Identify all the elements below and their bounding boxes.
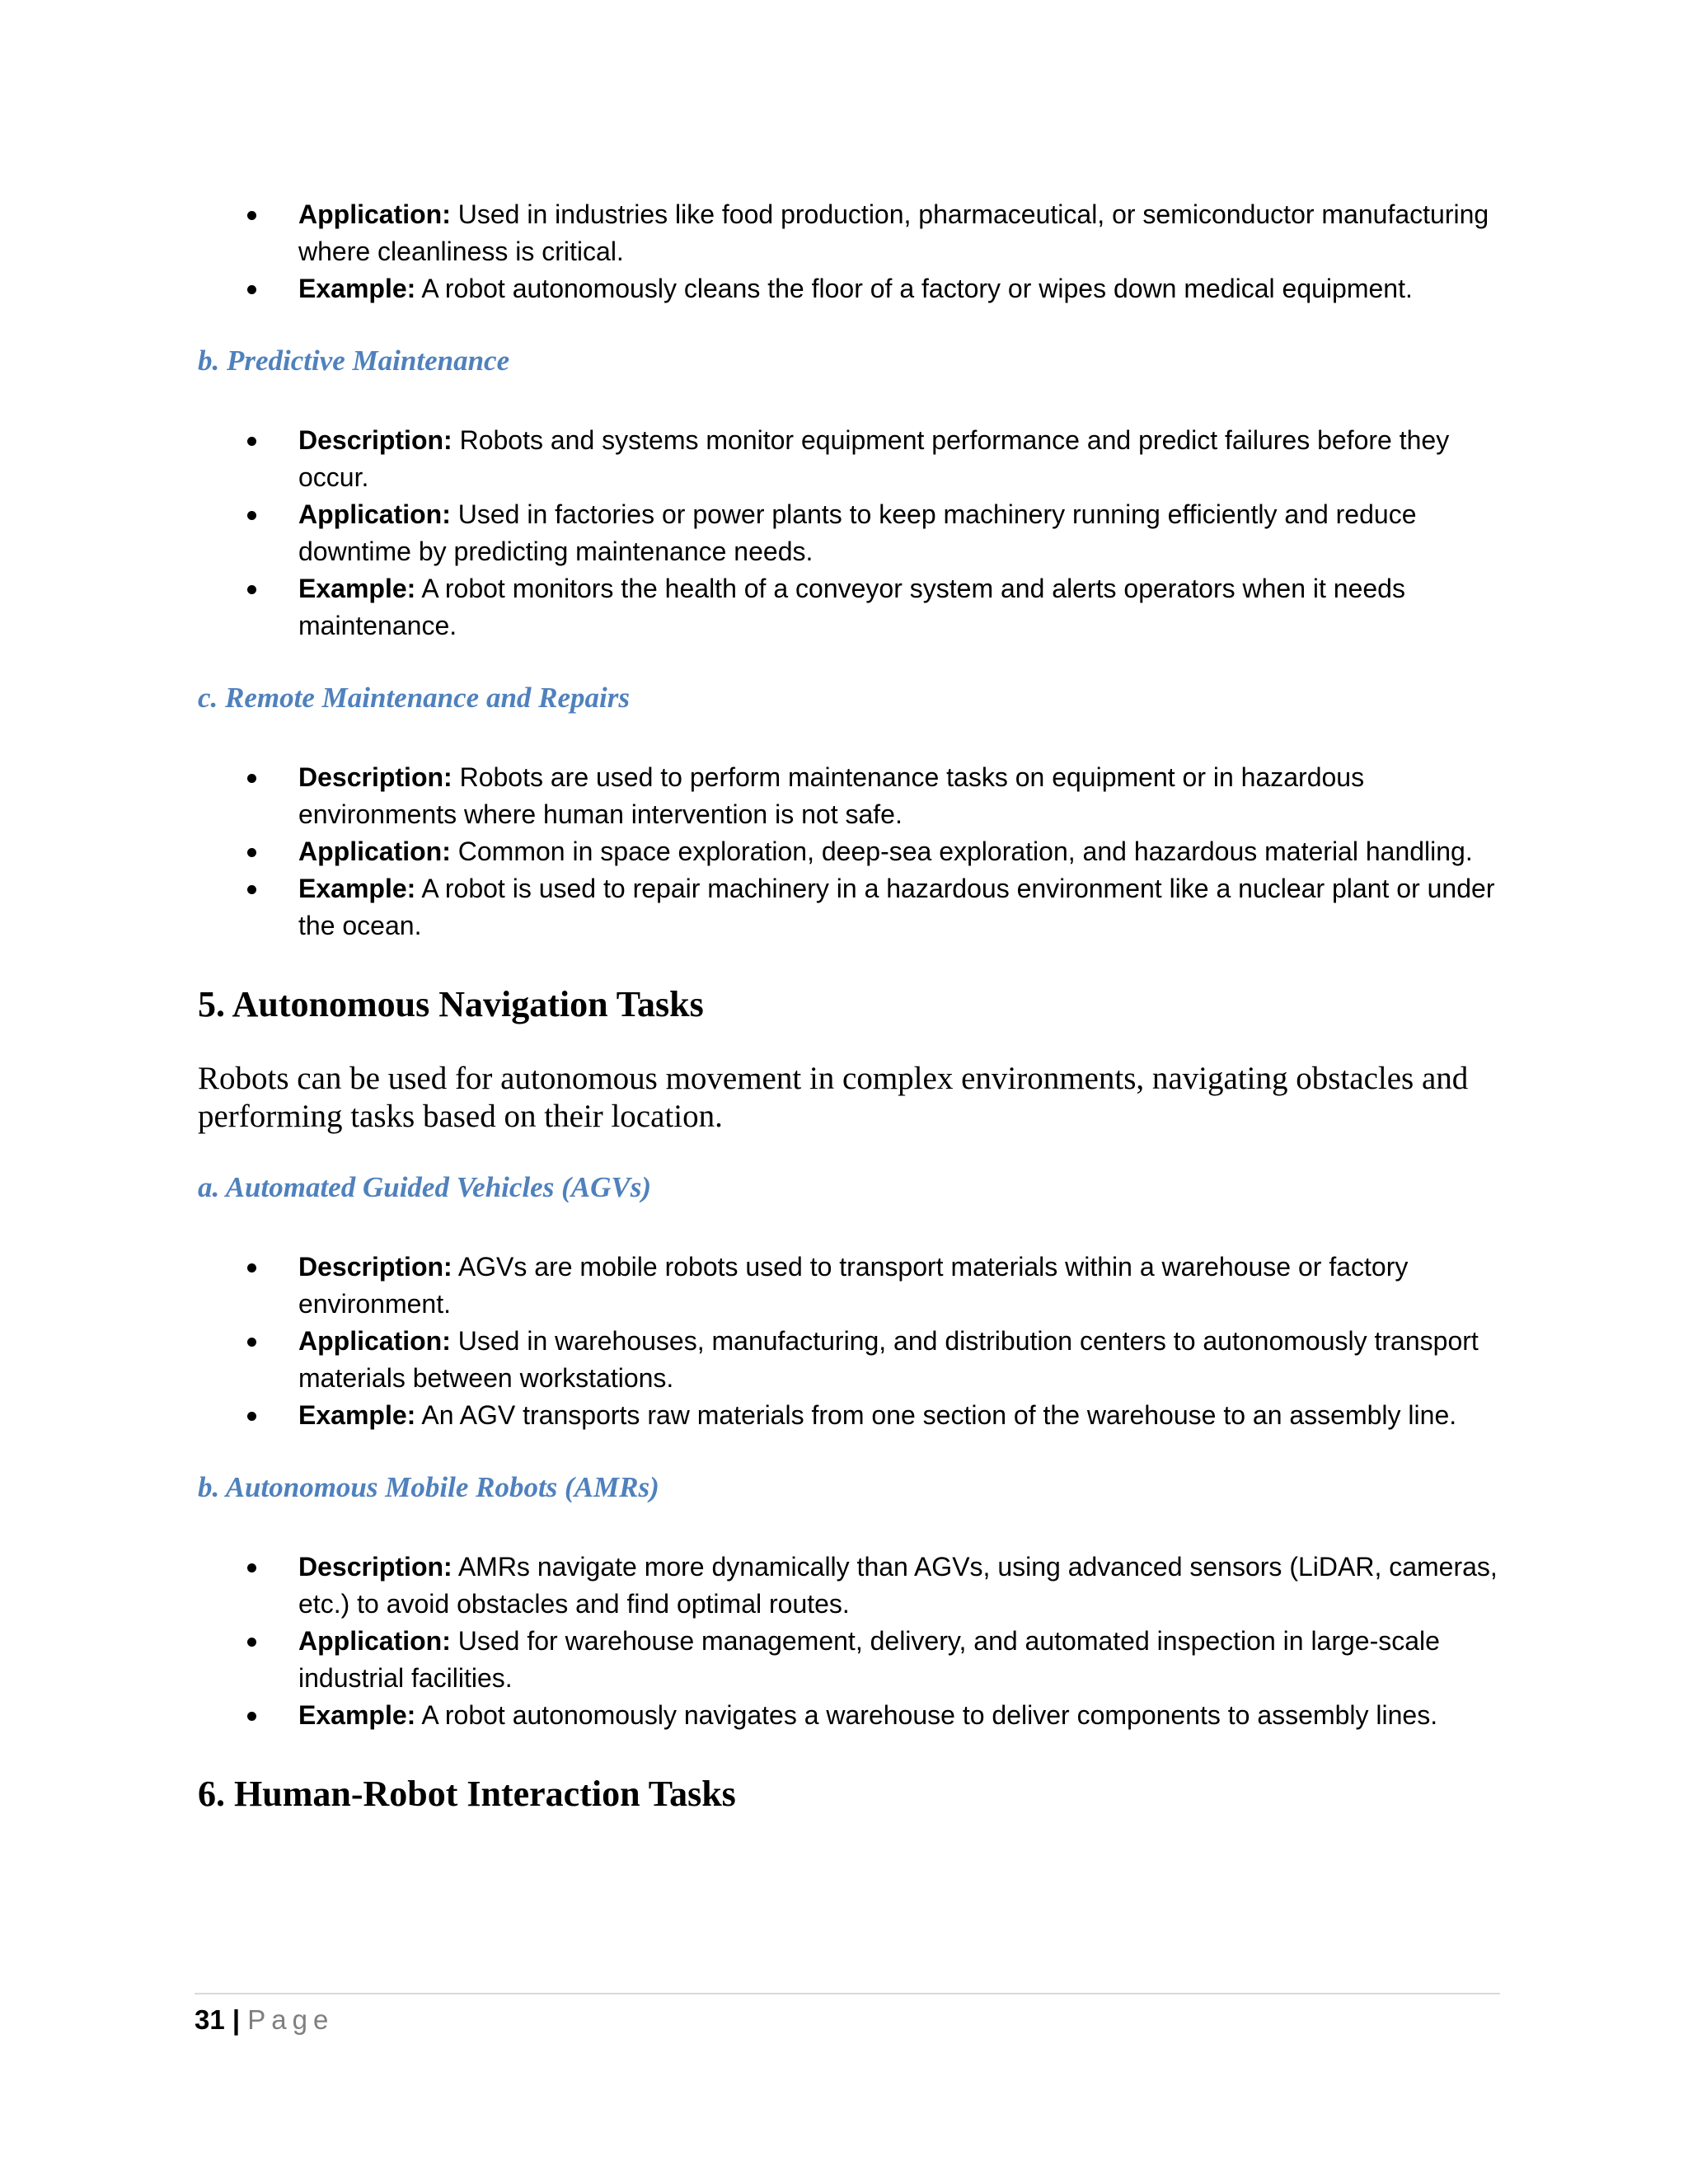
bullet-label: Example: (298, 874, 416, 903)
list-item (198, 196, 1500, 270)
bullet-text: Robots and systems monitor equipment performance and predict failures before they occur. (298, 425, 1450, 492)
list-item (198, 1249, 1500, 1323)
bullet-icon (247, 437, 256, 446)
page-label: Page (247, 2004, 335, 2035)
list-item (198, 1623, 1500, 1697)
page-footer (195, 1993, 1500, 2036)
list-item (198, 496, 1500, 570)
list-item (198, 1323, 1500, 1397)
heading-autonomous-navigation: 5. Autonomous Navigation Tasks (198, 984, 704, 1024)
bullet-text: Common in space exploration, deep-sea exploration, and hazardous material handling. (450, 837, 1473, 866)
bullet-list-predictive (198, 422, 1500, 644)
list-item (198, 833, 1500, 870)
bullet-label: Description: (298, 1252, 452, 1282)
bullet-text: Robots are used to perform maintenance tasks on equipment or in hazardous environments where human intervention is not safe. (298, 762, 1365, 829)
bullet-icon (247, 774, 256, 783)
bullet-icon (247, 1638, 256, 1647)
bullet-text: Used in factories or power plants to keep machinery running efficiently and reduce downtime by predicting maintenance needs. (298, 499, 1417, 566)
bullet-label: Application: (298, 499, 451, 529)
bullet-list-agv (198, 1249, 1500, 1434)
bullet-label: Example: (298, 1700, 416, 1730)
bullet-icon (247, 511, 256, 520)
bullet-label: Description: (298, 1552, 452, 1582)
page-number: 31 (195, 2004, 225, 2035)
bullet-icon (247, 1263, 256, 1272)
subheading-agv: a. Automated Guided Vehicles (AGVs) (198, 1171, 651, 1203)
bullet-icon (247, 1412, 256, 1421)
paragraph-autonomous-navigation: Robots can be used for autonomous movement in complex environments, navigating obstacles and performing tasks based on their location. (198, 1061, 1469, 1134)
list-item (198, 570, 1500, 644)
footer-separator: | (232, 2004, 241, 2035)
bullet-icon (247, 1712, 256, 1721)
bullet-label: Application: (298, 199, 451, 229)
bullet-label: Description: (298, 425, 452, 455)
bullet-text: An AGV transports raw materials from one section of the warehouse to an assembly line. (415, 1400, 1457, 1430)
bullet-icon (247, 585, 256, 594)
bullet-text: Used in warehouses, manufacturing, and distribution centers to autonomously transport materials between workstations. (298, 1326, 1479, 1393)
bullet-text: A robot autonomously navigates a warehouse to deliver components to assembly lines. (415, 1700, 1438, 1730)
bullet-icon (247, 211, 256, 220)
bullet-icon (247, 1563, 256, 1572)
list-item (198, 870, 1500, 944)
list-item (198, 270, 1500, 307)
bullet-icon (247, 1338, 256, 1347)
bullet-text: A robot is used to repair machinery in a hazardous environment like a nuclear plant or under the ocean. (298, 874, 1495, 940)
bullet-icon (247, 285, 256, 294)
list-item (198, 1697, 1500, 1734)
bullet-list-remote (198, 759, 1500, 944)
list-item (198, 1549, 1500, 1623)
bullet-label: Example: (298, 574, 416, 603)
bullet-list-continuation (198, 196, 1500, 307)
bullet-text: AMRs navigate more dynamically than AGVs, using advanced sensors (LiDAR, cameras, etc.) to avoid obstacles and find optimal routes. (298, 1552, 1498, 1619)
list-item (198, 759, 1500, 833)
bullet-text: AGVs are mobile robots used to transport materials within a warehouse or factory environment. (298, 1252, 1409, 1319)
subheading-amr: b. Autonomous Mobile Robots (AMRs) (198, 1471, 659, 1503)
bullet-label: Description: (298, 762, 452, 792)
bullet-text: Used in industries like food production, pharmaceutical, or semiconductor manufacturing where cleanliness is critical. (298, 199, 1489, 266)
bullet-label: Example: (298, 274, 416, 303)
bullet-label: Application: (298, 1626, 451, 1656)
bullet-label: Example: (298, 1400, 416, 1430)
bullet-icon (247, 885, 256, 894)
bullet-text: A robot autonomously cleans the floor of a factory or wipes down medical equipment. (415, 274, 1413, 303)
bullet-text: Used for warehouse management, delivery, and automated inspection in large-scale industrial facilities. (298, 1626, 1440, 1693)
bullet-list-amr (198, 1549, 1500, 1734)
list-item (198, 422, 1500, 496)
list-item (198, 1397, 1500, 1434)
bullet-icon (247, 848, 256, 857)
bullet-text: A robot monitors the health of a conveyor system and alerts operators when it needs maintenance. (298, 574, 1405, 640)
document-page (198, 196, 1500, 1815)
heading-human-robot-interaction: 6. Human-Robot Interaction Tasks (198, 1774, 736, 1814)
subheading-remote-maintenance: c. Remote Maintenance and Repairs (198, 682, 631, 714)
bullet-label: Application: (298, 1326, 451, 1356)
subheading-predictive-maintenance: b. Predictive Maintenance (198, 344, 510, 377)
bullet-label: Application: (298, 837, 451, 866)
